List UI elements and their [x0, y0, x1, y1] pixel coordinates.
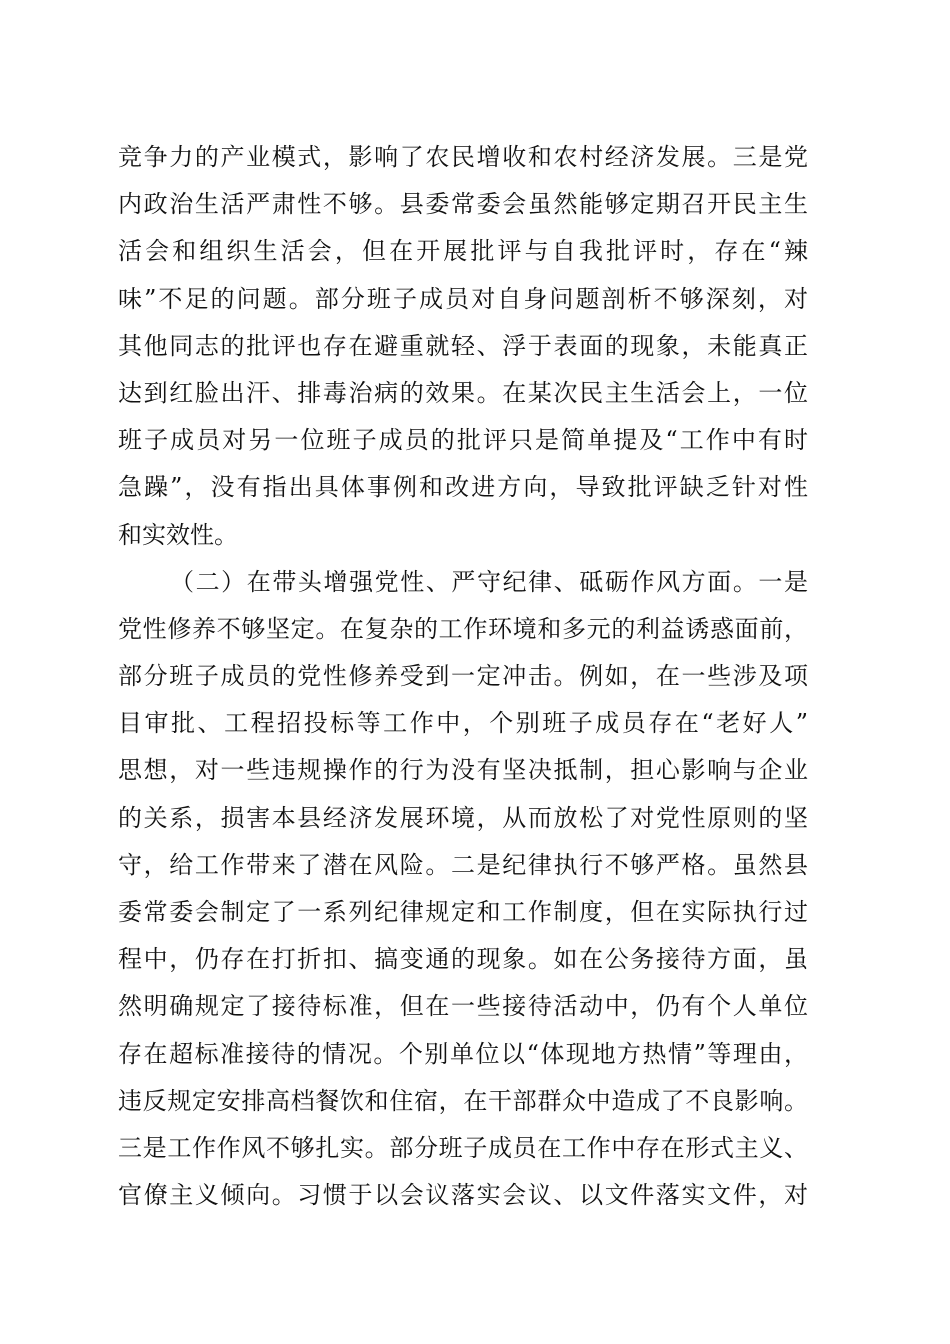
text-line: 思想，对一些违规操作的行为没有坚决抵制，担心影响与企业 [118, 756, 808, 785]
text-line: 守，给工作带来了潜在风险。二是纪律执行不够严格。虽然县 [118, 850, 808, 879]
text-line: 味”不足的问题。部分班子成员对自身问题剖析不够深刻，对 [118, 284, 808, 313]
text-line: 官僚主义倾向。习惯于以会议落实会议、以文件落实文件，对 [118, 1181, 808, 1210]
text-line: 的关系，损害本县经济发展环境，从而放松了对党性原则的坚 [118, 803, 808, 832]
text-line: 三是工作作风不够扎实。部分班子成员在工作中存在形式主义、 [118, 1133, 808, 1162]
text-line: 活会和组织生活会，但在开展批评与自我批评时，存在“辣 [118, 237, 808, 266]
text-line: 部分班子成员的党性修养受到一定冲击。例如，在一些涉及项 [118, 662, 808, 691]
text-line: 内政治生活严肃性不够。县委常委会虽然能够定期召开民主生 [118, 190, 808, 219]
text-line: 和实效性。 [118, 520, 238, 549]
text-line: 达到红脸出汗、排毒治病的效果。在某次民主生活会上，一位 [118, 378, 808, 407]
text-line: 其他同志的批评也存在避重就轻、浮于表面的现象，未能真正 [118, 331, 808, 360]
text-line: 目审批、工程招投标等工作中，个别班子成员存在“老好人” [118, 709, 808, 738]
text-line: 党性修养不够坚定。在复杂的工作环境和多元的利益诱惑面前， [118, 614, 808, 643]
text-line: 程中，仍存在打折扣、搞变通的现象。如在公务接待方面，虽 [118, 945, 808, 974]
section-heading-line: （二）在带头增强党性、严守纪律、砥砺作风方面。一是 [170, 567, 808, 596]
text-line: 急躁”，没有指出具体事例和改进方向，导致批评缺乏针对性 [118, 473, 808, 502]
text-line: 竞争力的产业模式，影响了农民增收和农村经济发展。三是党 [118, 143, 808, 171]
text-line: 然明确规定了接待标准，但在一些接待活动中，仍有个人单位 [118, 992, 808, 1021]
text-line: 违反规定安排高档餐饮和住宿，在干部群众中造成了不良影响。 [118, 1086, 808, 1115]
body-text [118, 134, 808, 1219]
text-line: 班子成员对另一位班子成员的批评只是简单提及“工作中有时 [118, 426, 808, 455]
text-line: 存在超标准接待的情况。个别单位以“体现地方热情”等理由， [118, 1039, 808, 1068]
text-line: 委常委会制定了一系列纪律规定和工作制度，但在实际执行过 [118, 898, 808, 926]
